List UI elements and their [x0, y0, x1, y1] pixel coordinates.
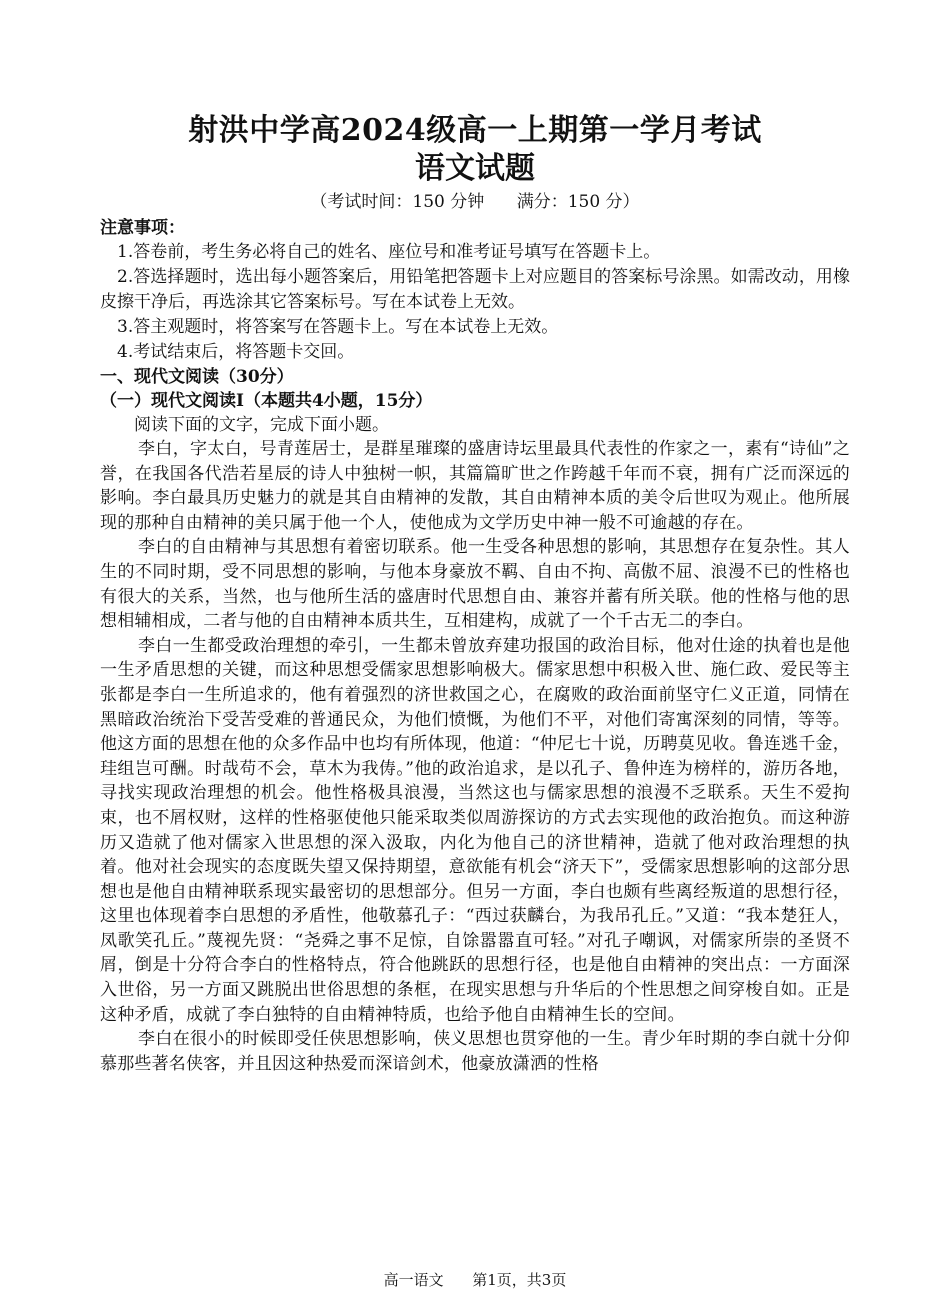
- passage-paragraph-1: 李白，字太白，号青莲居士，是群星璀璨的盛唐诗坛里最具代表性的作家之一，素有“诗仙”之誉，在我国各代浩若星辰的诗人中独树一帜，其篇篇旷世之作跨越千年而不衰，拥有广泛而深远的影响。李白最具历史魅力的就是其自由精神的发散，其自由精神本质的美令后世叹为观止。他所展现的那种自由精神的美只属于他一个人，使他成为文学历史中神一般不可逾越的存在。: [100, 439, 850, 533]
- passage-paragraph-4: 李白在很小的时候即受任侠思想影响，侠义思想也贯穿他的一生。青少年时期的李白就十分仰慕那些著名侠客，并且因这种热爱而深谙剑术，他豪放潇洒的性格: [100, 1029, 850, 1074]
- notice-heading: 注意事项：: [100, 218, 185, 238]
- exam-page: [100, 112, 850, 1076]
- notice-item-4: 4.考试结束后，将答题卡交回。: [117, 342, 355, 362]
- notice-item-2: 2.答选择题时，选出每小题答案后，用铅笔把答题卡上对应题目的答案标号涂黑。如需改动，用橡皮擦干净后，再选涂其它答案标号。写在本试卷上无效。: [100, 267, 850, 312]
- reading-instruction: 阅读下面的文字，完成下面小题。: [134, 415, 389, 435]
- page-footer: 高一语文 第1页，共3页: [383, 1271, 567, 1289]
- passage-paragraph-3: 李白一生都受政治理想的牵引，一生都未曾放弃建功报国的政治目标，他对仕途的执着也是他一生矛盾思想的关键，而这种思想受儒家思想影响极大。儒家思想中积极入世、施仁政、爱民等主张都是李白一生所追求的，他有着强烈的济世救国之心，在腐败的政治面前坚守仁义正道，同情在黑暗政治统治下受苦受难的普通民众，为他们愤慨，为他们不平，对他们寄寓深刻的同情，等等。他这方面的思想在他的众多作品中也均有所体现，他道：“仲尼七十说，历聘莫见收。鲁连逃千金，珪组岂可酬。时哉苟不会，草木为我俦。”他的政治追求，是以孔子、鲁仲连为榜样的，游历各地，寻找实现政治理想的机会。他性格极具浪漫，当然这也与儒家思想的浪漫不乏联系。天生不爱拘束，也不屑权财，这样的性格驱使他只能采取类似周游探访的方式去实现他的政治抱负。而这种游历又造就了他对儒家入世思想的深入汲取，内化为他自己的济世精神，造就了他对政治理想的执着。他对社会现实的态度既失望又保持期望，意欲能有机会“济天下”，受儒家思想影响的这部分思想也是他自由精神联系现实最密切的思想部分。但另一方面，李白也颇有些离经叛道的思想行径，这里也体现着李白思想的矛盾性，他敬慕孔子：“西过获麟台，为我吊孔丘。”又道：“我本楚狂人，凤歌笑孔丘。”蔑视先贤：“尧舜之事不足惊，自馀嚣嚣直可轻。”对孔子嘲讽，对儒家所崇的圣贤不屑，倒是十分符合李白的性格特点，符合他跳跃的思想行径，也是他自由精神的突出点：一方面深入世俗，另一方面又跳脱出世俗思想的条框，在现实思想与升华后的个性思想之间穿梭自如。正是这种矛盾，成就了李白独特的自由精神特质，也给予他自由精神生长的空间。: [100, 635, 850, 1025]
- notice-item-3: 3.答主观题时，将答案写在答题卡上。写在本试卷上无效。: [117, 317, 559, 337]
- exam-meta: （考试时间：150 分钟 满分：150 分）: [310, 192, 640, 212]
- notice-section: [100, 216, 850, 365]
- notice-item-1: 1.答卷前，考生务必将自己的姓名、座位号和准考证号填写在答题卡上。: [117, 242, 661, 262]
- subsection-heading: （一）现代文阅读Ⅰ（本题共4小题，15分）: [100, 391, 433, 411]
- exam-subtitle: 语文试题: [415, 151, 535, 186]
- section-heading: 一、现代文阅读（30分）: [100, 367, 294, 387]
- exam-title: 射洪中学高2024级高一上期第一学月考试: [188, 113, 762, 148]
- reading-section: [100, 365, 850, 1076]
- passage-paragraph-2: 李白的自由精神与其思想有着密切联系。他一生受各种思想的影响，其思想存在复杂性。其人生的不同时期，受不同思想的影响，与他本身豪放不羁、自由不拘、高傲不屈、浪漫不已的性格也有很大的关系，当然，也与他所生活的盛唐时代思想自由、兼容并蓄有所关联。他的性格与他的思想相辅相成，二者与他的自由精神本质共生，互相建构，成就了一个千古无二的李白。: [100, 537, 850, 632]
